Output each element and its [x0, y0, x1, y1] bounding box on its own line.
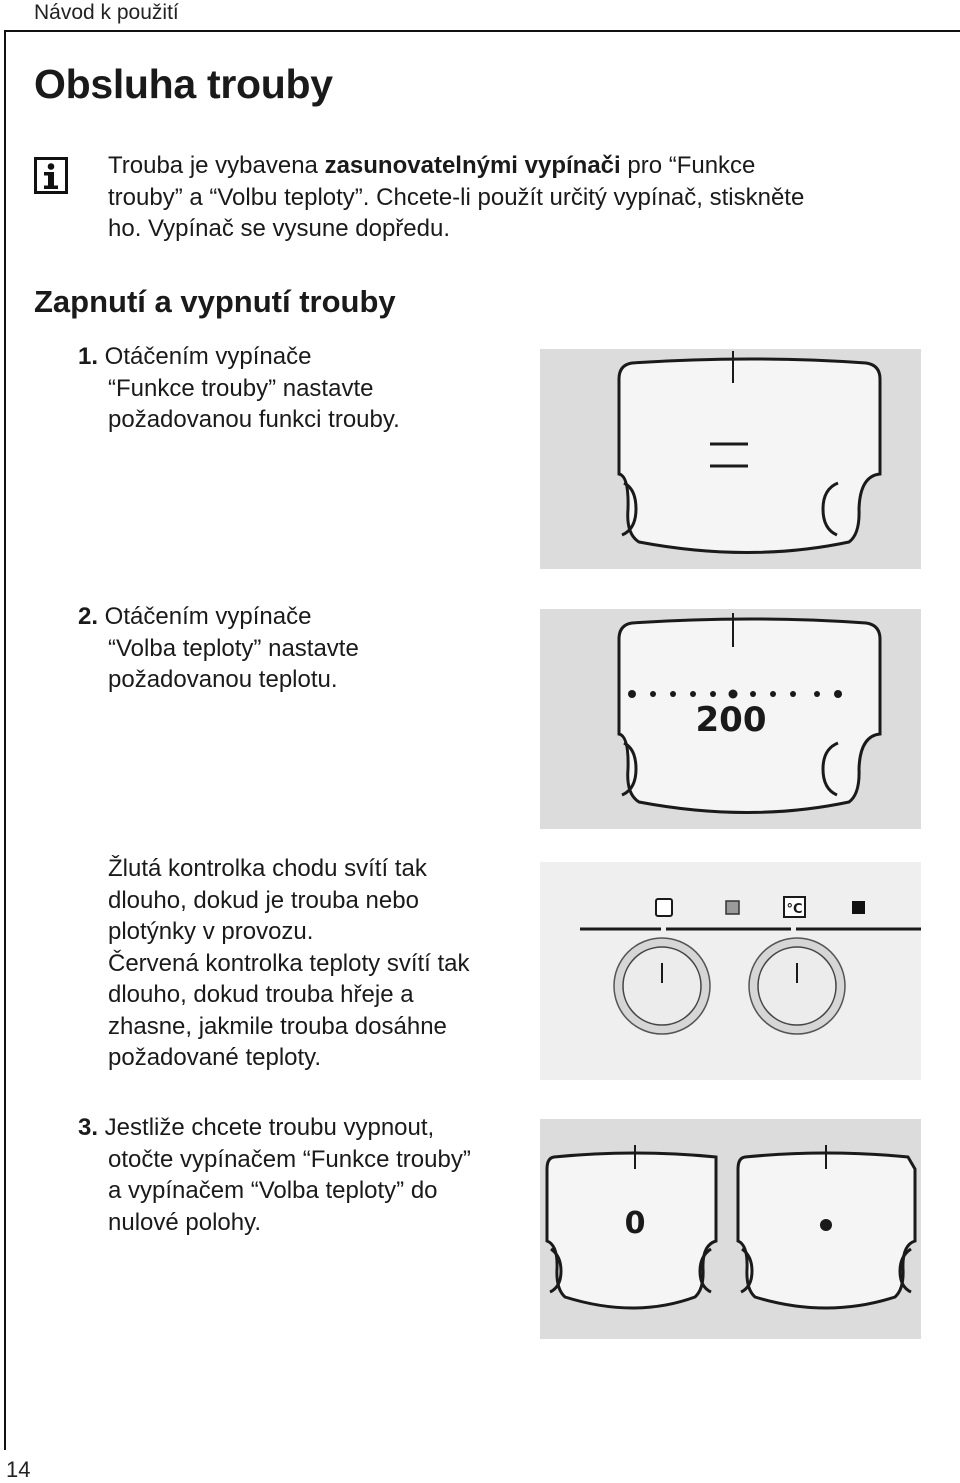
- temperature-knob-off-icon: [738, 1145, 915, 1308]
- step-text: Jestliže chcete troubu vypnout,: [98, 1114, 435, 1141]
- running-header: Návod k použití: [34, 1, 179, 24]
- step-number: 2.: [78, 603, 99, 630]
- step-2: [78, 601, 359, 696]
- step-text: Otáčením vypínače: [98, 343, 312, 370]
- info-text: pro “Funkce: [620, 152, 756, 179]
- temperature-knob-illustration: [540, 609, 921, 829]
- info-text-bold: zasunovatelnými vypínači: [324, 152, 621, 179]
- header-rule: [4, 30, 960, 32]
- step-3-line-3: a vypínačem “Volba teploty” do: [108, 1177, 438, 1204]
- step-1-line-1: [78, 341, 400, 373]
- indicator-line-4: Červená kontrolka teploty svítí tak: [108, 949, 470, 977]
- figure-function-knob: [540, 349, 921, 569]
- control-panel-illustration: [540, 862, 921, 1080]
- info-text: Trouba je vybavena: [108, 152, 325, 179]
- figure-knobs-off: [540, 1119, 921, 1339]
- step-text: Otáčením vypínače: [98, 603, 312, 630]
- step-2-line-1: [78, 601, 359, 633]
- knobs-off-illustration: [540, 1119, 921, 1339]
- step-3-line-2: otočte vypínačem “Funkce trouby”: [108, 1145, 471, 1173]
- step-3-line-4: nulové polohy.: [108, 1208, 261, 1236]
- temperature-value: 200: [695, 700, 767, 740]
- info-icon: [34, 157, 68, 194]
- yellow-lamp-icon: [726, 901, 739, 914]
- step-2-line-2: “Volba teploty” nastavte: [108, 634, 359, 662]
- figure-temperature-knob: [540, 609, 921, 829]
- section-heading: Zapnutí a vypnutí trouby: [34, 284, 396, 319]
- indicator-line-1: Žlutá kontrolka chodu svítí tak: [108, 855, 427, 882]
- step-3: [78, 1112, 471, 1238]
- temperature-zero-dot: [820, 1219, 832, 1231]
- red-lamp-icon: [852, 901, 865, 914]
- page-title: Obsluha trouby: [34, 61, 333, 107]
- indicator-line-6: zhasne, jakmile trouba dosáhne: [108, 1012, 447, 1040]
- step-number: 3.: [78, 1114, 99, 1141]
- info-note-line-2: trouby” a “Volbu teploty”. Chcete-li použít určitý vypínač, stiskněte: [108, 183, 805, 211]
- indicator-line-2: dlouho, dokud je trouba nebo: [108, 886, 419, 914]
- temperature-knob-icon: [749, 938, 845, 1034]
- celsius-label: °C: [786, 902, 803, 917]
- margin-rule: [4, 30, 6, 1450]
- info-note: [108, 150, 804, 245]
- indicator-lamps-text: [108, 853, 470, 1074]
- function-knob-icon: [614, 938, 710, 1034]
- function-knob-off-icon: [547, 1145, 716, 1308]
- indicator-line-3: plotýnky v provozu.: [108, 918, 314, 945]
- function-knob-zero: 0: [624, 1206, 646, 1241]
- step-number: 1.: [78, 343, 99, 370]
- indicator-line-5: dlouho, dokud trouba hřeje a: [108, 981, 414, 1008]
- step-2-line-3: požadovanou teplotu.: [108, 666, 338, 693]
- info-note-line-3: ho. Vypínač se vysune dopředu.: [108, 215, 450, 242]
- figure-control-panel: [540, 862, 921, 1080]
- step-1: [78, 341, 400, 436]
- step-1-line-3: požadovanou funkci trouby.: [108, 406, 400, 433]
- function-knob-illustration: [540, 349, 921, 569]
- page-number: 14: [6, 1457, 31, 1482]
- step-1-line-2: “Funkce trouby” nastavte: [108, 374, 374, 402]
- indicator-line-7: požadované teploty.: [108, 1044, 322, 1071]
- info-note-line-1: [108, 150, 804, 182]
- operation-lamp-icon: [656, 899, 672, 916]
- step-3-line-1: [78, 1112, 471, 1144]
